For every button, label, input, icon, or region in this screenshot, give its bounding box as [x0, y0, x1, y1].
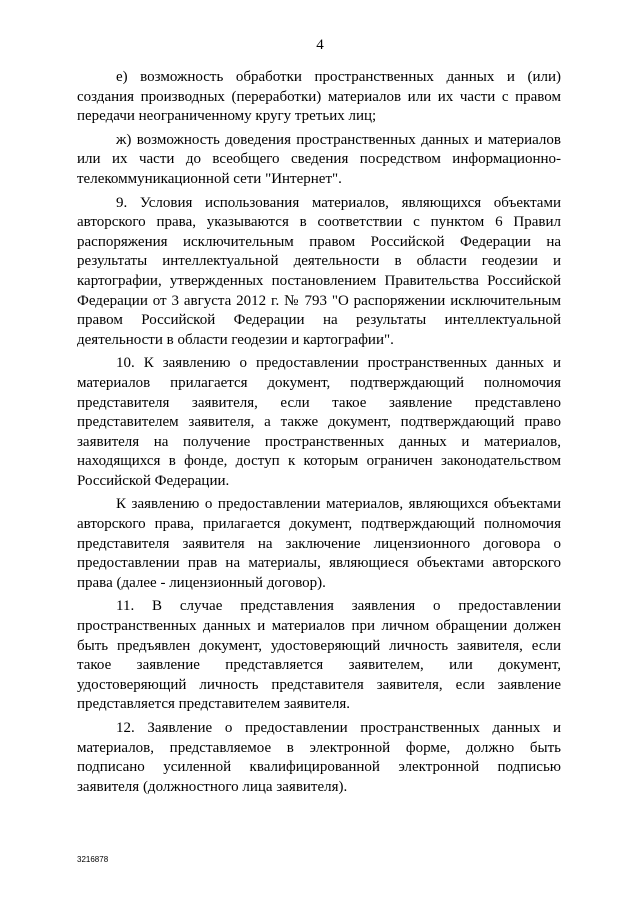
page-number: 4 [316, 37, 324, 53]
paragraph-9: 9. Условия использования материалов, являющихся объектами авторского права, указываются в соответствии с пунктом 6 Правил распоряжения исключительным правом Российской Федерации на результаты интеллектуальной деятельности в области геодезии и картографии, утвержденных постановлением Правительства Российской Федерации от 3 августа 2012 г. № 793 "О распоряжении исключительным правом Российской Федерации на результаты интеллектуальной деятельности в области геодезии и картографии". [77, 194, 561, 348]
paragraph-11: 11. В случае представления заявления о предоставлении пространственных данных и материалов при личном обращении должен быть предъявлен документ, удостоверяющий личность заявителя, если такое заявление представляется заявителем, или документ, удостоверяющий личность представителя заявителя, если заявление представляется представителем заявителя. [77, 598, 561, 713]
footer-document-code: 3216878 [77, 855, 109, 864]
paragraph-12: 12. Заявление о предоставлении пространственных данных и материалов, представляемое в электронной форме, должно быть подписано усиленной квалифицированной электронной подписью заявителя (должностного лица заявителя). [77, 720, 561, 795]
paragraph-10-continued: К заявлению о предоставлении материалов, являющихся объектами авторского права, прилагается документ, подтверждающий полномочия представителя заявителя на заключение лицензионного договора о предоставлении прав на материалы, являющиеся объектами авторского права (далее - лицензионный договор). [77, 496, 561, 591]
paragraph-10: 10. К заявлению о предоставлении пространственных данных и материалов прилагается документ, подтверждающий полномочия представителя заявителя, если такое заявление представлено представителем заявителя, а также документ, подтверждающий право заявителя на получение пространственных данных и материалов, находящихся в фонде, доступ к которым ограничен законодательством Российской Федерации. [77, 355, 561, 489]
document-body [77, 68, 561, 801]
paragraph-item-zh: ж) возможность доведения пространственных данных и материалов или их части до всеобщего сведения посредством информационно-телекоммуникационной сети "Интернет". [77, 131, 561, 187]
paragraph-item-e: е) возможность обработки пространственных данных и (или) создания производных (переработки) материалов или их части с правом передачи неограниченному кругу третьих лиц; [77, 69, 561, 125]
